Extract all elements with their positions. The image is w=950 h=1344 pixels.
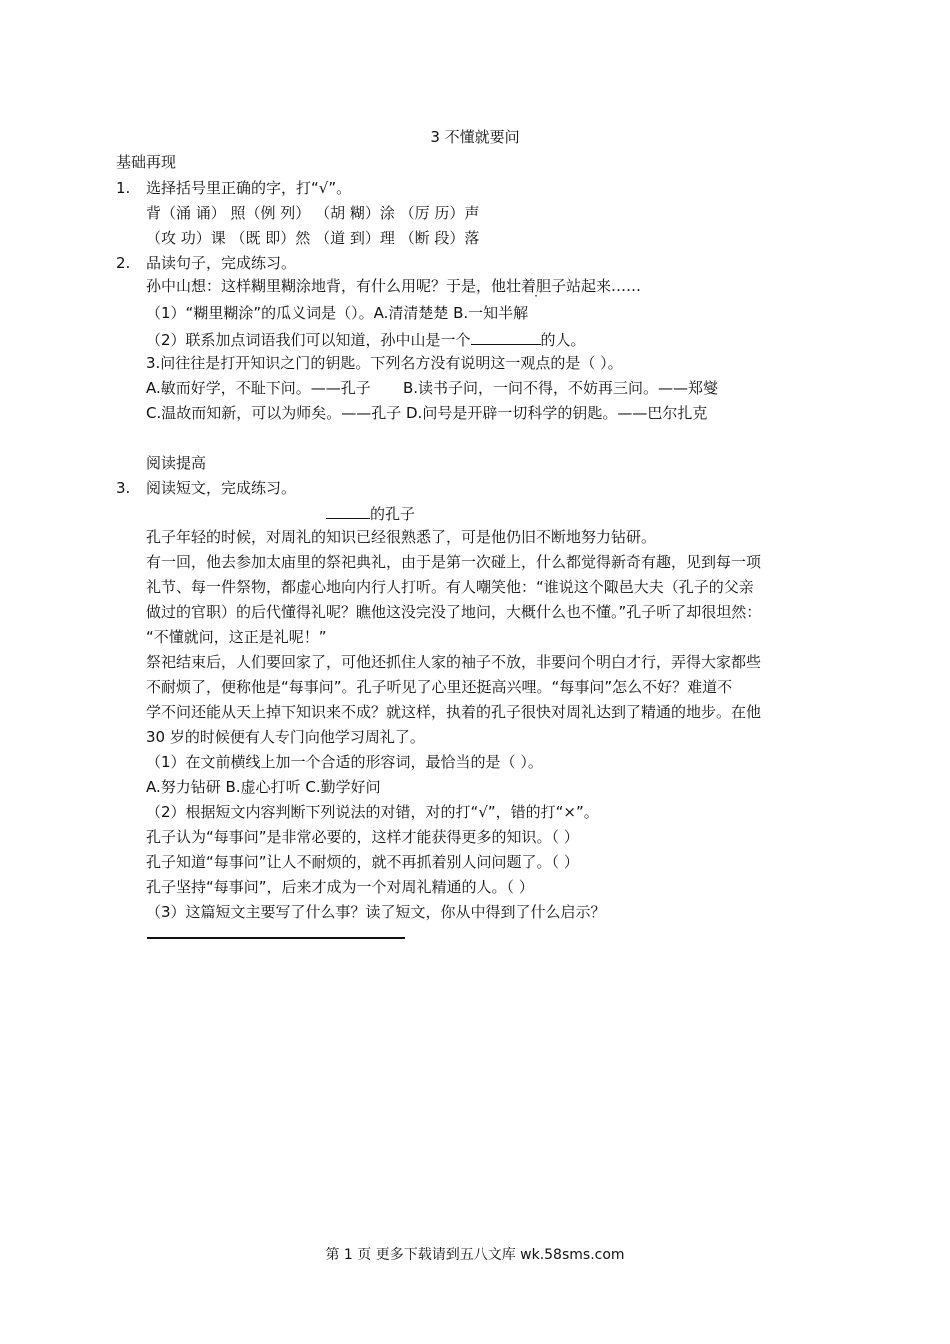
q2-number: 2. <box>116 254 131 272</box>
section-basic-heading: 基础再现 <box>116 153 177 171</box>
q1-prompt: 选择括号里正确的字，打“√”。 <box>146 179 352 197</box>
q1-row1: 背（涌 诵） 照（例 列） （胡 糊）涂 （厉 历）声 <box>146 204 480 222</box>
q2-option-a: A.敏而好学，不耻下问。——孔子 <box>146 379 371 397</box>
page-title: 3 不懂就要问 <box>430 128 520 146</box>
q1-row2: （攻 功）课 （既 即）然 （道 到）理 （断 段）落 <box>146 229 480 247</box>
passage-p1: 孔子年轻的时候，对周礼的知识已经很熟悉了，可是他仍旧不断地努力钻研。 <box>146 528 657 546</box>
q2-sub2-text: （2）联系加点词语我们可以知道，孙中山是一个 <box>146 331 471 349</box>
passage-p3-line1: 祭祀结束后，人们要回家了，可他还抓住人家的袖子不放，非要问个明白才行，弄得大家都些 <box>146 653 762 671</box>
passage-p2-line2: 礼节、每一件祭物，都虚心地向内行人打听。有人嘲笑他：“谁说这个陬邑大夫（孔子的父亲 <box>146 578 754 596</box>
q2-option-b: B.读书子问，一问不得，不妨再三问。——郑燮 <box>403 379 719 397</box>
passage-p2-line4: “不懂就问，这正是礼呢！” <box>146 628 327 646</box>
q2-prompt: 品读句子，完成练习。 <box>146 254 297 272</box>
q2-quote-dotted-words: 壮着胆子 <box>506 277 567 295</box>
passage-title-blank[interactable] <box>326 502 370 519</box>
passage-title-text: 的孔子 <box>370 505 416 523</box>
q2-quote-end: 站起来…… <box>566 277 642 295</box>
q2-quote-start: 孙中山想：这样糊里糊涂地背，有什么用呢？于是，他 <box>146 277 507 295</box>
q3-sub1-options: A.努力钻研 B.虚心打听 C.勤学好问 <box>146 778 381 796</box>
q3-prompt: 阅读短文，完成练习。 <box>146 479 297 497</box>
passage-title <box>326 502 415 524</box>
passage-p3-line2: 不耐烦了，便称他是“每事问”。孔子听见了心里还挺高兴哩。“每事问”怎么不好？难道不 <box>146 678 733 696</box>
q2-sub2 <box>146 328 586 350</box>
q3-judge2: 孔子知道“每事问”让人不耐烦的，就不再抓着别人问问题了。（ ） <box>146 853 579 871</box>
q3-sub3: （3）这篇短文主要写了什么事？读了短文，你从中得到了什么启示？ <box>146 903 606 921</box>
q2-sub2-blank[interactable] <box>471 328 541 345</box>
q3-sub2: （2）根据短文内容判断下列说法的对错，对的打“√”，错的打“×”。 <box>146 803 599 821</box>
passage-p2-line1: 有一回，他去参加太庙里的祭祀典礼，由于是第一次碰上，什么都觉得新奇有趣，见到每一项 <box>146 553 762 571</box>
section-reading-heading: 阅读提高 <box>146 454 207 472</box>
q2-option-c-d: C.温故而知新，可以为师矣。——孔子 D.问号是开辟一切科学的钥匙。——巴尔扎克 <box>146 404 708 422</box>
q3-sub1: （1）在文前横线上加一个合适的形容词，最恰当的是（ ）。 <box>146 753 543 771</box>
passage-p2-line3: 做过的官职）的后代懂得礼呢？瞧他这没完没了地问，大概什么也不懂。”孔子听了却很坦然： <box>146 603 762 621</box>
q3-number: 3. <box>116 479 131 497</box>
q3-judge1: 孔子认为“每事问”是非常必要的，这样才能获得更多的知识。（ ） <box>146 828 579 846</box>
q2-sub1: （1）“糊里糊涂”的瓜义词是（）。A.清清楚楚 B.一知半解 <box>146 304 529 322</box>
q3-judge3: 孔子坚持“每事问”，后来才成为一个对周礼精通的人。（ ） <box>146 878 534 896</box>
q2-quote <box>146 276 641 296</box>
q1-number: 1. <box>116 179 131 197</box>
passage-p3-line3: 学不问还能从天上掉下知识来不成？就这样，执着的孔子很快对周礼达到了精通的地步。在他 <box>146 703 762 721</box>
page-footer: 第 1 页 更多下载请到五八文库 wk.58sms.com <box>325 1247 625 1263</box>
q2-sub2-end: 的人。 <box>540 331 586 349</box>
passage-p3-line4: 30 岁的时候便有人专门向他学习周礼了。 <box>146 728 425 746</box>
q3-answer-line[interactable] <box>147 937 405 939</box>
q2-sub3: 3.问往往是打开知识之门的钥匙。下列名方没有说明这一观点的是（ ）。 <box>146 354 623 372</box>
